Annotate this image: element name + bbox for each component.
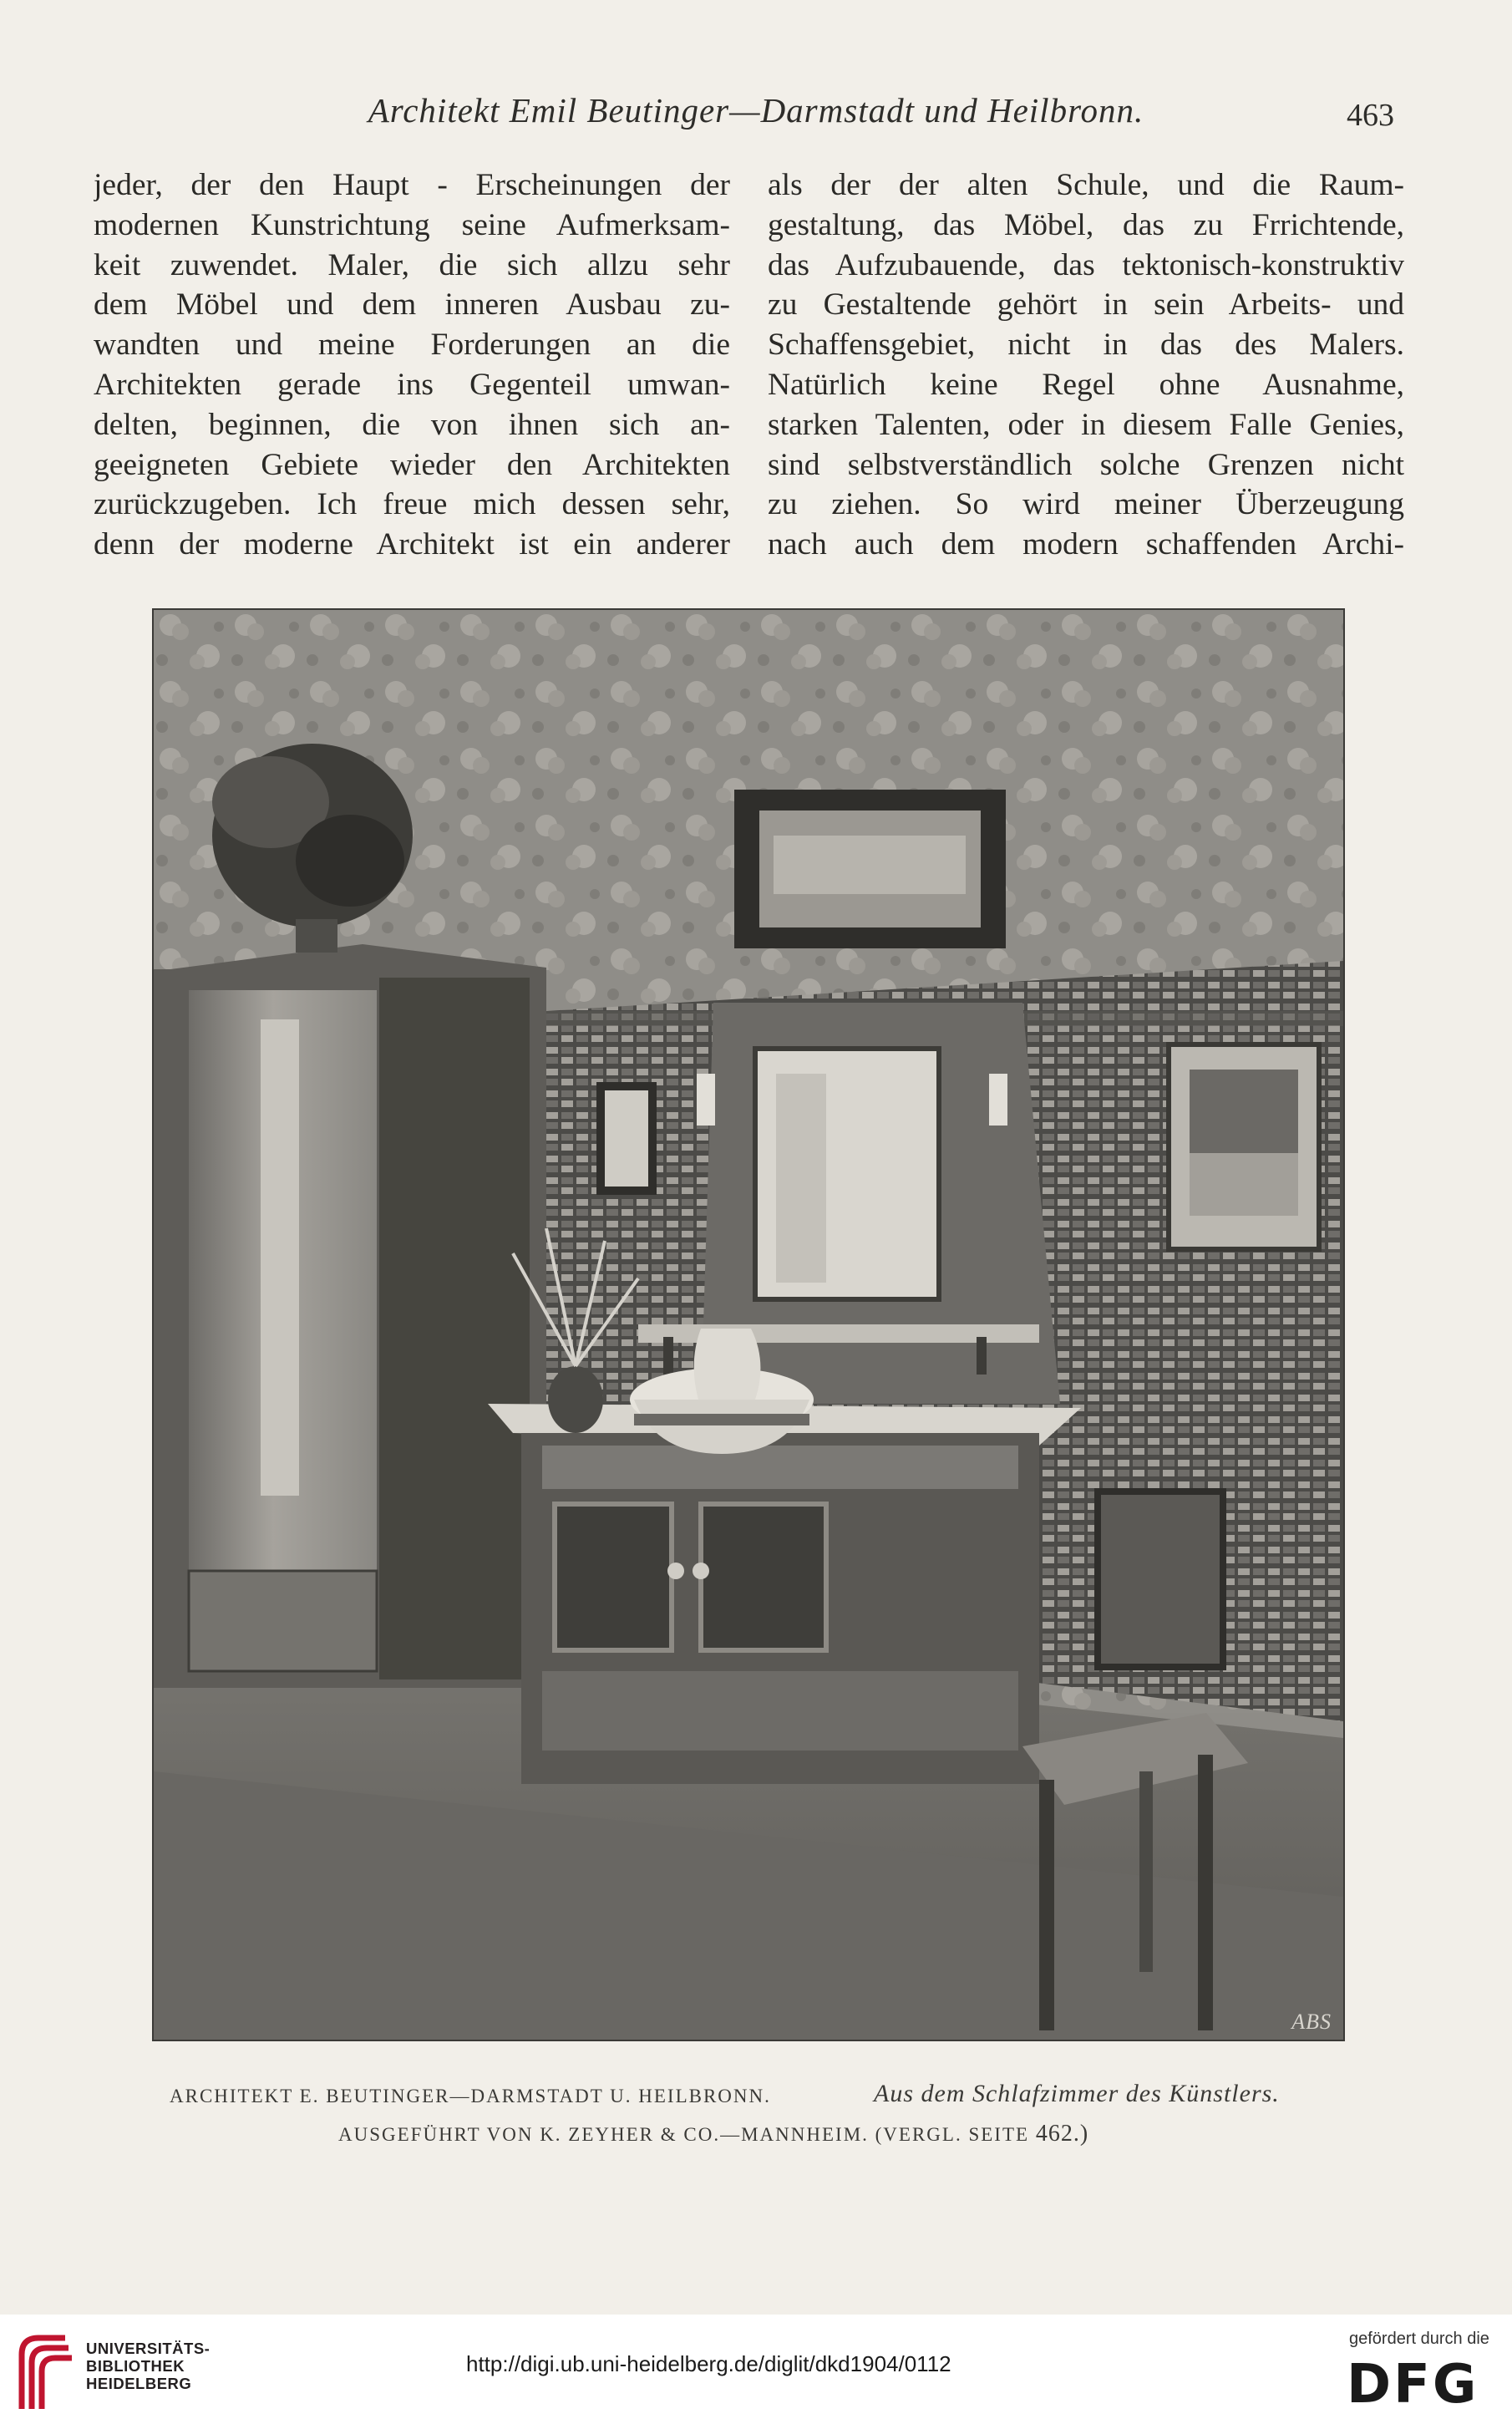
text-line: keit zuwendet. Maler, die sich allzu sehr	[94, 247, 730, 282]
text-line: zurückzugeben. Ich freue mich dessen sehr,	[94, 487, 730, 522]
text-line: Schaffensgebiet, nicht in das des Malers.	[768, 328, 1404, 363]
caption-page-ref: 462.)	[1035, 2121, 1089, 2147]
caption-executed-by	[338, 2121, 1088, 2147]
funder-label: gefördert durch die	[1349, 2330, 1489, 2348]
text-line: wandten und meine Forderungen an die	[94, 328, 730, 363]
bedroom-photograph	[154, 610, 1343, 2040]
university-library-name	[86, 2340, 210, 2392]
text-column-right	[768, 165, 1404, 565]
text-line: zu ziehen. So wird meiner Überzeugung	[768, 487, 1404, 522]
plate-monogram: ABS	[1291, 2010, 1332, 2034]
text-line: Architekten gerade ins Gegenteil umwan-	[94, 367, 730, 402]
text-line: modernen Kunstrichtung seine Aufmerksam-	[94, 207, 730, 242]
dfg-logo-icon: DFG	[1347, 2354, 1479, 2416]
caption-architect: ARCHITEKT E. BEUTINGER—DARMSTADT U. HEILBRONN.	[170, 2086, 771, 2106]
text-line: nach auch dem modern schaffenden Archi-	[768, 527, 1404, 562]
framed-picture-small	[596, 1082, 657, 1195]
text-line: das Aufzubauende, das tektonisch-konstruktiv	[768, 247, 1404, 282]
text-line: geeigneten Gebiete wieder den Architekten	[94, 447, 730, 482]
text-line: als der der alten Schule, und die Raum-	[768, 168, 1404, 202]
text-column-left	[94, 165, 730, 565]
wardrobe	[154, 944, 546, 1688]
text-line: delten, beginnen, die von ihnen sich an-	[94, 407, 730, 442]
text-line: gestaltung, das Möbel, das zu Frrichtende,	[768, 207, 1404, 242]
page-number: 463	[1347, 98, 1394, 133]
caption-title: Aus dem Schlafzimmer des Künstlers.	[874, 2080, 1280, 2107]
library-line: UNIVERSITÄTS-	[86, 2340, 211, 2357]
library-line: HEIDELBERG	[86, 2375, 192, 2392]
university-library-logo-icon	[15, 2330, 75, 2413]
running-head: Architekt Emil Beutinger—Darmstadt und Heilbronn.	[368, 91, 1144, 130]
library-line: BIBLIOTHEK	[86, 2357, 185, 2375]
washstand-cabinet	[488, 1404, 1081, 1784]
text-line: denn der moderne Architekt ist ein anderer	[94, 527, 730, 562]
permalink-url[interactable]: http://digi.ub.uni-heidelberg.de/diglit/dkd1904/0112	[466, 2351, 951, 2376]
framed-picture-right	[1169, 1044, 1319, 1249]
text-line: jeder, der den Haupt - Erscheinungen der	[94, 168, 730, 202]
caption-executed-text: AUSGEFÜHRT VON K. ZEYHER & CO.—MANNHEIM. (VERGL. SEITE	[338, 2124, 1030, 2145]
framed-picture-top	[734, 790, 1006, 948]
text-line: dem Möbel und dem inneren Ausbau zu-	[94, 287, 730, 323]
digitization-footer	[0, 2315, 1512, 2429]
text-line: sind selbstverständlich solche Grenzen nicht	[768, 447, 1404, 482]
text-line: starken Talenten, oder in diesem Falle Genies,	[768, 407, 1404, 442]
photo-plate	[152, 608, 1345, 2041]
text-line: zu Gestaltende gehört in sein Arbeits- und	[768, 287, 1404, 323]
text-line: Natürlich keine Regel ohne Ausnahme,	[768, 367, 1404, 402]
